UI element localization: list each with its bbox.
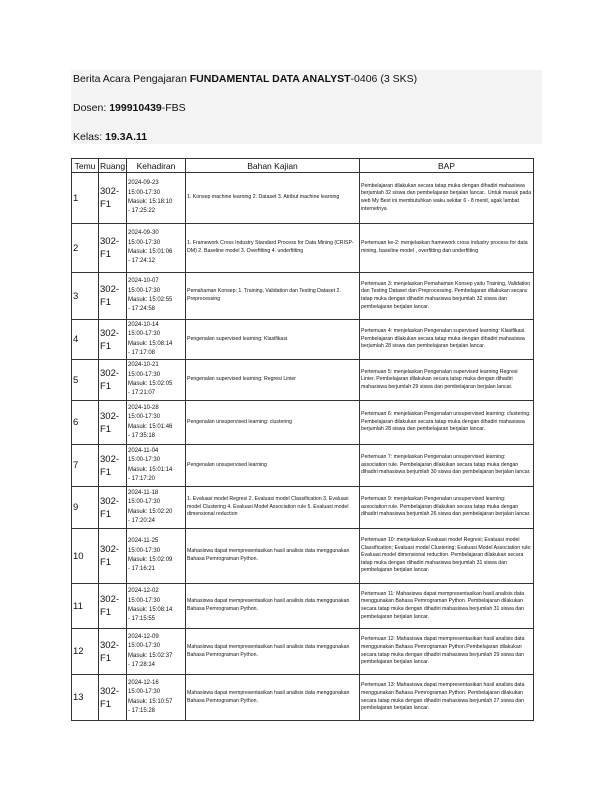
- session-date: 2024-11-04: [128, 447, 159, 454]
- table-row: [72, 675, 534, 721]
- cell-temu: 11: [72, 584, 99, 629]
- check-in-time: Masuk: 15:02:05: [128, 381, 173, 387]
- course-code: -0406 (3 SKS): [350, 73, 418, 85]
- cell-kehadiran: [127, 401, 186, 445]
- cell-ruang: 302-F1: [99, 487, 127, 529]
- cell-bahan-kajian: Mahasiswa dapat mempresentasikan hasil analisis data menggunakan Bahasa Pemrograman Python.: [186, 529, 360, 584]
- cell-bahan-kajian: 1. Konsep machine learning 2. Dataset 3. Atribut machine learning: [186, 173, 360, 224]
- cell-kehadiran: [127, 173, 186, 224]
- session-date: 2024-12-02: [128, 588, 159, 595]
- cell-bahan-kajian: Pemahaman Konsep: 1. Training, Validation dan Testing Dataset 2. Preprocessing: [186, 273, 360, 320]
- cell-ruang: 302-F1: [99, 273, 127, 320]
- cell-ruang: 302-F1: [99, 675, 127, 721]
- cell-temu: 3: [72, 273, 99, 320]
- cell-temu: 1: [72, 173, 99, 224]
- session-time: 15:00-17:30: [128, 597, 161, 604]
- cell-kehadiran: [127, 629, 186, 675]
- class-label: Kelas:: [73, 131, 106, 143]
- cell-kehadiran: [127, 584, 186, 629]
- cell-temu: 2: [72, 224, 99, 273]
- check-in-time: Masuk: 15:08:14: [128, 340, 173, 347]
- table-row: [72, 445, 534, 487]
- check-out-time: - 17:17:20: [128, 475, 156, 482]
- cell-bap: Pertemuan 4: menjelaskan Pengenalan supervised learning: Klasifikasi. Pembelajaran dilakukan secara tatap muka dengan dihadiri mahasiswa berjumlah 28 siswa dan pembelajaran berjalan lancar.: [360, 320, 534, 360]
- check-out-time: - 17:17:08: [128, 349, 156, 356]
- cell-bap: Pertemuan 7: menjelaskan Pengenalan unsupervised learning: association rule. Pembelajaran dilakukan secara tatap muka dengan dihadiri mahasiswa berjumlah 30 siswa dan pembelajaran berjalan lancar.: [360, 445, 534, 487]
- cell-bahan-kajian: Mahasiswa dapat mempresentasikan hasil analisis data menggunakan Bahasa Pemrograman Python.: [186, 629, 360, 675]
- cell-bap: Pertemuan 3: menjelaskan Pemahaman Konsep yaitu Training, Validation dan Testing Dataset dan Preprocessing. Pembelajaran dilakukan secara tatap muka dengan dihadiri mahasiswa berjumlah 32 siswa dan pembelajaran berjalan lancar.: [360, 273, 534, 320]
- cell-bap: Pertemuan 5: menjelaskan Pengenalan supervised learning Regresi Linier. Pembelajaran dilakukan secara tatap muka dengan dihadiri mahasiswa berjumlah 29 siswa dan pembelajaran berjalan lancar.: [360, 360, 534, 401]
- session-time: 15:00-17:30: [128, 287, 161, 294]
- check-out-time: - 17:15:28: [128, 707, 156, 714]
- check-in-time: Masuk: 15:01:14: [128, 466, 173, 473]
- check-in-time: Masuk: 15:01:46: [128, 423, 173, 430]
- column-header: Kehadiran: [127, 159, 186, 173]
- check-in-time: Masuk: 15:08:14: [128, 607, 173, 613]
- cell-bahan-kajian: Pengenalan supervised learning: Regresi Linier: [186, 360, 360, 401]
- cell-ruang: 302-F1: [99, 529, 127, 584]
- check-in-time: Masuk: 15:02:09: [128, 557, 173, 563]
- table-row: [72, 173, 534, 224]
- cell-bap: Pembelajaran dilakukan secara tatap muka dengan dihadiri mahasiswa berjumlah 32 siswa dan pembelajaran berjalan lancar.. Untuk masuk pada web My Best ini membutuhkan waku sekitar 6 - 8 menit, agak lambat internetnya: [360, 173, 534, 224]
- session-time: 15:00-17:30: [128, 547, 161, 554]
- cell-ruang: 302-F1: [99, 584, 127, 629]
- session-date: 2024-12-09: [128, 633, 159, 640]
- check-in-time: Masuk: 15:02:20: [128, 508, 173, 515]
- check-out-time: - 17:24:12: [128, 258, 156, 265]
- cell-ruang: 302-F1: [99, 401, 127, 445]
- session-date: 2024-11-25: [128, 538, 159, 545]
- class-line: [73, 131, 147, 143]
- cell-temu: 13: [72, 675, 99, 721]
- cell-ruang: 302-F1: [99, 320, 127, 360]
- session-date: 2024-10-14: [128, 321, 159, 328]
- cell-ruang: 302-F1: [99, 445, 127, 487]
- column-header: Temu: [72, 159, 99, 173]
- class-value: 19.3A.11: [105, 131, 148, 143]
- check-out-time: - 17:25:22: [128, 208, 156, 215]
- check-out-time: - 17:24:58: [128, 306, 156, 313]
- cell-ruang: 302-F1: [99, 173, 127, 224]
- session-date: 2024-09-23: [128, 180, 159, 187]
- cell-kehadiran: [127, 224, 186, 273]
- lecturer-line: [73, 102, 186, 114]
- check-in-time: Masuk: 15:02:37: [128, 652, 173, 659]
- cell-bap: Pertemuan 12: Mahasiswa dapat mempresentasikan hasil analisis data menggunakan Bahasa Pemrograman Python.Pembelajaran dilakukan secara tatap muka dengan dihadiri mahasiswa berjumlah 29 siswa dan pembelajaran berjalan lancar.: [360, 629, 534, 675]
- check-out-time: - 17:20:24: [128, 517, 156, 524]
- course-name: FUNDAMENTAL DATA ANALYST: [189, 73, 351, 85]
- check-in-time: Masuk: 15:01:06: [128, 249, 173, 255]
- session-time: 15:00-17:30: [128, 499, 161, 506]
- cell-temu: 7: [72, 445, 99, 487]
- cell-temu: 10: [72, 529, 99, 584]
- session-time: 15:00-17:30: [128, 371, 161, 378]
- cell-temu: 4: [72, 320, 99, 360]
- check-in-time: Masuk: 15:18:10: [128, 199, 173, 205]
- cell-bap: Pertemuan 9: menjelaskan Pengenalan unsupervised learning: association rule. Pembelajaran dilakukan secara tatap muka dengan dihadiri mahasiswa berjumlah 26 siswa dan pembelajaran berjalan lancar.: [360, 487, 534, 529]
- session-date: 2024-10-28: [128, 404, 159, 411]
- session-date: 2024-09-30: [128, 230, 159, 237]
- title-prefix: Berita Acara Pengajaran: [73, 73, 190, 85]
- cell-kehadiran: [127, 320, 186, 360]
- cell-kehadiran: [127, 675, 186, 721]
- cell-kehadiran: [127, 445, 186, 487]
- session-time: 15:00-17:30: [128, 414, 161, 421]
- cell-temu: 12: [72, 629, 99, 675]
- table-body: [72, 173, 534, 721]
- check-out-time: - 17:15:55: [128, 616, 156, 623]
- table-row: [72, 529, 534, 584]
- cell-bap: Pertemuan 6: menjelaskan Pengenalan unsupervised learning: clustering. Pembelajaran dilakukan secara tatap muka dengan dihadiri mahasiswa berjumlah 28 siswa dan pembelajaran berjalan lancar.: [360, 401, 534, 445]
- attendance-table: [71, 158, 534, 721]
- cell-bahan-kajian: Pengenalan unsupervised learning: clustering: [186, 401, 360, 445]
- session-time: 15:00-17:30: [128, 239, 161, 246]
- table-row: [72, 487, 534, 529]
- session-date: 2024-11-18: [128, 489, 159, 496]
- session-time: 15:00-17:30: [128, 689, 161, 696]
- cell-kehadiran: [127, 487, 186, 529]
- cell-bap: Pertemuan 13: Mahasiswa dapat mempresentasikan hasil analisis data menggunakan Bahasa Pemrograman Python. Pembelajaran dilakukan secara tatap muka dengan dihadiri mahasiswa berjumlah 27 siswa dan pembelajaran berjalan lancar.: [360, 675, 534, 721]
- cell-ruang: 302-F1: [99, 224, 127, 273]
- cell-kehadiran: [127, 360, 186, 401]
- column-header: Bahan Kajian: [186, 159, 360, 173]
- cell-bap: Pertemuan ke-2: menjelaskan framework cross industry process for data mining, baseline model , overfitting dan underfitting: [360, 224, 534, 273]
- table-row: [72, 273, 534, 320]
- cell-temu: 6: [72, 401, 99, 445]
- table-row: [72, 320, 534, 360]
- check-out-time: - 17:35:18: [128, 432, 156, 439]
- cell-bahan-kajian: Mahasiswa dapat mempresentasikan hasil analisis data menggunakan Bahasa Pemrograman Python.: [186, 675, 360, 721]
- cell-bap: Pertemuan 11: Mahasiswa dapat mempresentasikan hasil analisis data menggunakan Bahasa Pemrograman Python. Pembelajaran dilakukan secara tatap muka dengan dihadiri mahasiswa berjumlah 31 siswa dan pembelajaran berjalan lancar.: [360, 584, 534, 629]
- cell-temu: 5: [72, 360, 99, 401]
- session-time: 15:00-17:30: [128, 331, 161, 338]
- cell-ruang: 302-F1: [99, 360, 127, 401]
- check-in-time: Masuk: 15:02:55: [128, 297, 173, 303]
- cell-kehadiran: [127, 273, 186, 320]
- check-out-time: - 17:21:07: [128, 390, 156, 397]
- check-in-time: Masuk: 15:10:57: [128, 698, 173, 705]
- session-date: 2024-10-07: [128, 278, 159, 285]
- table-row: [72, 629, 534, 675]
- table-row: [72, 224, 534, 273]
- column-header: BAP: [360, 159, 534, 173]
- cell-bahan-kajian: Pengenalan supervised learning: Klasifikasi: [186, 320, 360, 360]
- check-out-time: - 17:28:14: [128, 661, 156, 668]
- cell-bahan-kajian: 1. Evaluasi model Regresi 2. Evaluasi model Classification 3. Evaluasi model Clustering 4. Evaluasi Model Association rule 5. Evaluasi model dimensional reduction: [186, 487, 360, 529]
- session-time: 15:00-17:30: [128, 189, 161, 196]
- cell-kehadiran: [127, 529, 186, 584]
- table-header-row: [72, 159, 534, 173]
- session-time: 15:00-17:30: [128, 457, 161, 464]
- lecturer-label: Dosen:: [73, 102, 110, 114]
- lecturer-suffix: -FBS: [161, 102, 186, 114]
- table-row: [72, 360, 534, 401]
- cell-bahan-kajian: Pengenalan unsupervised learning: [186, 445, 360, 487]
- session-date: 2024-10-21: [128, 362, 159, 369]
- lecturer-id: 199910439: [109, 102, 162, 114]
- cell-bap: Pertemuan 10: menjelaskan Evaluasi model Regresi; Evaluasi model Classification; Evaluasi model Clustering; Evaluasi Model Association rule; Evaluasi model dimensional reduction. Pembelajaran dilakukan secara tatap muka dengan dihadiri mahasiswa berjumlah 31 siswa dan pembelajaran berjalan lancar.: [360, 529, 534, 584]
- column-header: Ruang: [100, 160, 126, 171]
- table-row: [72, 401, 534, 445]
- document-title: [73, 73, 417, 85]
- cell-temu: 9: [72, 487, 99, 529]
- check-out-time: - 17:16:21: [128, 566, 156, 573]
- session-date: 2024-12-16: [128, 679, 159, 686]
- table-row: [72, 584, 534, 629]
- cell-ruang: 302-F1: [99, 629, 127, 675]
- session-time: 15:00-17:30: [128, 643, 161, 650]
- cell-bahan-kajian: 1. Framework Cross Industry Standard Process for Data Mining (CRISP-DM) 2. Baseline model 3. Overfitting 4. underfitting: [186, 224, 360, 273]
- cell-bahan-kajian: Mahasiswa dapat mempresentasikan hasil analisis data menggunakan Bahasa Pemrograman Python.: [186, 584, 360, 629]
